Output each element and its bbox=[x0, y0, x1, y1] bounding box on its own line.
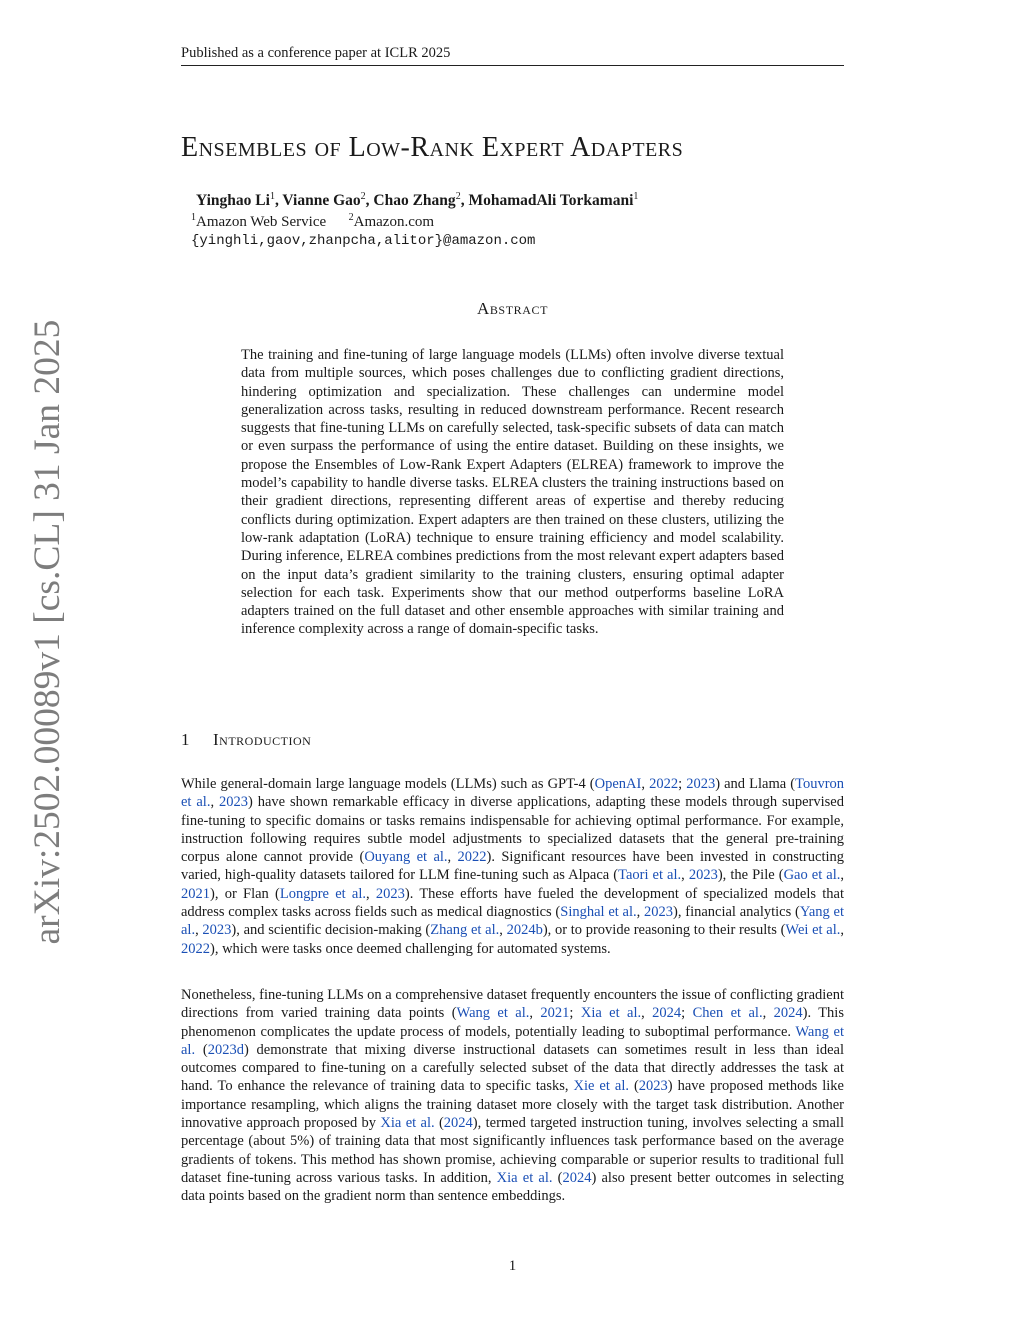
citation-link[interactable]: 2022 bbox=[457, 849, 487, 866]
citation-link[interactable]: Wei et al. bbox=[785, 922, 841, 939]
citation-link[interactable]: 2023d bbox=[207, 1041, 244, 1058]
affiliations bbox=[191, 212, 434, 232]
citation-link[interactable]: Gao et al. bbox=[783, 867, 841, 884]
citation-link[interactable]: Zhang et al. bbox=[430, 922, 500, 939]
citation-link[interactable]: Taori et al. bbox=[618, 867, 682, 884]
citation-link[interactable]: 2024 bbox=[773, 1005, 803, 1022]
affiliation-number: 1 bbox=[191, 212, 196, 223]
abstract-body: The training and fine-tuning of large language models (LLMs) often involve diverse textual data from multiple sources, which poses challenges due to conflicting gradient directions, hindering optimization and specialization. These challenges can undermine model generalization across tasks, resulting in reduced downstream performance. Recent research suggests that fine-tuning LLMs on carefully selected, task-specific subsets of data can match or even surpass the performance of using the entire dataset. Building on these insights, we propose the Ensembles of Low-Rank Expert Adapters (ELREA) framework to improve the model’s capability to handle diverse tasks. ELREA clusters the training instructions based on their gradient directions, representing different areas of expertise and thereby reducing conflicts during optimization. Expert adapters are then trained on these clusters, utilizing the low-rank adaptation (LoRA) technique to ensure training efficiency and model scalability. During inference, ELREA combines predictions from the most relevant expert adapters based on the input data’s gradient similarity to the training clusters, ensuring optimal adapter selection for each task. Experiments show that our method outperforms baseline LoRA adapters trained on the full dataset and other ensemble approaches with similar training and inference complexity across a range of domain-specific tasks. bbox=[241, 347, 784, 638]
running-header: Published as a conference paper at ICLR 2025 bbox=[181, 45, 451, 61]
paper-title-text: Ensembles of Low-Rank Expert Adapters bbox=[181, 132, 684, 163]
citation-link[interactable]: Longpre et al. bbox=[279, 885, 367, 902]
citation-link[interactable]: 2023 bbox=[688, 867, 718, 884]
citation-link[interactable]: Wang et al. bbox=[181, 1023, 844, 1058]
citation-link[interactable]: 2023 bbox=[218, 794, 248, 811]
affiliation-name: Amazon.com bbox=[353, 214, 435, 230]
citation-link[interactable]: 2023 bbox=[686, 776, 716, 792]
author-emails: {yinghli,gaov,zhanpcha,alitor}@amazon.com bbox=[191, 233, 536, 249]
author-name: Vianne Gao bbox=[282, 192, 361, 209]
arxiv-stamp[interactable]: arXiv:2502.00089v1 [cs.CL] 31 Jan 2025 bbox=[27, 319, 68, 945]
intro-paragraph-1: While general-domain large language models (LLMs) such as GPT-4 (OpenAI, 2022; 2023) and Llama (Touvron et al., 2023) have shown remarkable efficacy in diverse applications, adapting these models through supervised fine-tuning to specific domains or tasks remains indispensable for achieving optimal performance. For example, instruction following requires subtle model adjustments to specialized datasets that the general pre-training corpus alone cannot provide (Ouyang et al., 2022). Significant resources have been invested in constructing varied, high-quality datasets tailored for LLM fine-tuning such as Alpaca (Taori et al., 2023), the Pile (Gao et al., 2021), or Flan (Longpre et al., 2023). These efforts have fueled the development of specialized models that address complex tasks across fields such as medical diagnostics (Singhal et al., 2023), financial analytics (Yang et al., 2023), and scientific decision-making (Zhang et al., 2024b), or to provide reasoning to their results (Wei et al., 2022), which were tasks once deemed challenging for automated systems. bbox=[181, 776, 845, 957]
citation-link[interactable]: 2021 bbox=[181, 885, 210, 902]
citation-link[interactable]: Xie et al. bbox=[573, 1078, 629, 1095]
citation-link[interactable]: Wang et al. bbox=[456, 1005, 530, 1022]
citation-link[interactable]: 2024 bbox=[562, 1169, 592, 1186]
citation-link[interactable]: Yang et al. bbox=[181, 904, 845, 939]
citation-link[interactable]: Xia et al. bbox=[580, 1005, 642, 1022]
citation-link[interactable]: Chen et al. bbox=[692, 1005, 763, 1022]
section-heading-introduction bbox=[181, 729, 311, 751]
author-name: Chao Zhang bbox=[373, 192, 456, 209]
author-affiliation-mark: 2 bbox=[360, 191, 366, 202]
citation-link[interactable]: Xia et al. bbox=[380, 1115, 435, 1132]
abstract-heading: Abstract bbox=[476, 299, 549, 318]
citation-link[interactable]: 2022 bbox=[181, 940, 210, 957]
citation-link[interactable]: 2023 bbox=[644, 904, 674, 921]
author-name: Yinghao Li bbox=[196, 192, 270, 209]
citation-link[interactable]: Touvron et al. bbox=[181, 776, 845, 811]
section-title: Introduction bbox=[213, 730, 312, 749]
citation-link[interactable]: Xia et al. bbox=[496, 1169, 553, 1186]
citation-link[interactable]: 2023 bbox=[638, 1078, 668, 1095]
intro-paragraph-2: Nonetheless, fine-tuning LLMs on a comprehensive dataset frequently encounters the issue of conflicting gradient directions from varied training data points (Wang et al., 2021; Xia et al., 2024; Chen et al., 2024). This phenomenon complicates the update process of models, potentially leading to suboptimal performance. Wang et al. (2023d) demonstrate that mixing diverse instructional datasets can sometimes result in less than ideal outcomes compared to fine-tuning on a carefully selected subset of the data that directly addresses the task at hand. To enhance the relevance of training data to specific tasks, Xie et al. (2023) have proposed methods like importance resampling, which aligns the training dataset more closely with the target task distribution. Another innovative approach proposed by Xia et al. (2024), termed targeted instruction tuning, involves selecting a small percentage (about 5%) of training data that most significantly influences task performance based on the average gradients of tokens. This method has shown promise, achieving comparable or superior results to traditional full dataset fine-tuning across various tasks. In addition, Xia et al. (2024) also present better outcomes in selecting data points based on the gradient norm than sentence embeddings. bbox=[181, 987, 844, 1205]
citation-link[interactable]: 2024 bbox=[443, 1115, 473, 1132]
page-number: 1 bbox=[508, 1258, 517, 1274]
affiliation-number: 2 bbox=[348, 212, 354, 223]
citation-link[interactable]: 2022 bbox=[649, 776, 679, 792]
author-affiliation-mark: 2 bbox=[455, 191, 461, 202]
affiliation-name: Amazon Web Service bbox=[196, 214, 327, 230]
citation-link[interactable]: 2024b bbox=[506, 922, 543, 939]
author-list: Yinghao Li$^1$, Vianne Gao$^2$, Chao Zhang$^2$, MohamadAli Torkamani$^1$ bbox=[196, 191, 639, 209]
header-rule bbox=[181, 65, 844, 66]
author-affiliation-mark: 1 bbox=[269, 191, 275, 202]
citation-link[interactable]: 2023 bbox=[375, 885, 405, 902]
citation-link[interactable]: 2021 bbox=[540, 1005, 570, 1022]
author-name: MohamadAli Torkamani bbox=[468, 192, 634, 209]
citation-link[interactable]: Singhal et al. bbox=[560, 904, 637, 921]
arxiv-stamp-container bbox=[26, 319, 70, 945]
citation-link[interactable]: Ouyang et al. bbox=[364, 849, 448, 866]
citation-link[interactable]: OpenAI bbox=[594, 776, 642, 792]
author-affiliation-mark: 1 bbox=[633, 191, 639, 202]
section-number: 1 bbox=[181, 730, 190, 749]
citation-link[interactable]: 2023 bbox=[202, 922, 232, 939]
citation-link[interactable]: 2024 bbox=[652, 1005, 682, 1022]
paper-title bbox=[181, 130, 683, 166]
